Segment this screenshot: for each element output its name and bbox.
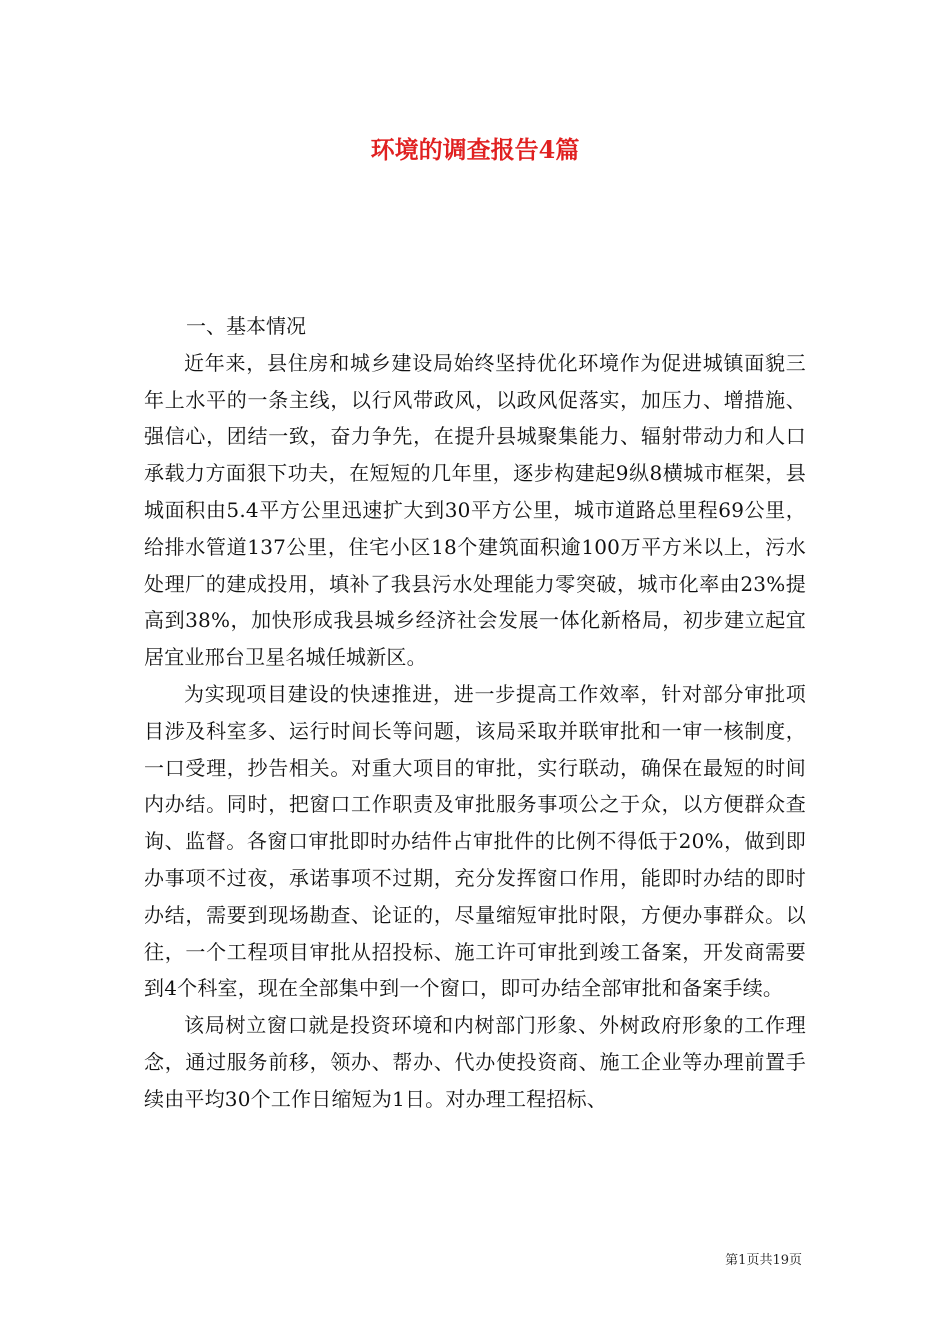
document-body xyxy=(144,308,806,1118)
paragraph-3: 该局树立窗口就是投资环境和内树部门形象、外树政府形象的工作理念，通过服务前移，领办、帮办、代办使投资商、施工企业等办理前置手续由平均30个工作日缩短为1日。对办理工程招标、 xyxy=(144,1013,806,1111)
paragraph-2: 为实现项目建设的快速推进，进一步提高工作效率，针对部分审批项目涉及科室多、运行时间长等问题，该局采取并联审批和一审一核制度，一口受理，抄告相关。对重大项目的审批，实行联动，确保在最短的时间内办结。同时，把窗口工作职责及审批服务事项公之于众，以方便群众查询、监督。各窗口审批即时办结件占审批件的比例不得低于20%，做到即办事项不过夜，承诺事项不过期，充分发挥窗口作用，能即时办结的即时办结，需要到现场勘查、论证的，尽量缩短审批时限，方便办事群众。以往，一个工程项目审批从招投标、施工许可审批到竣工备案，开发商需要到4个科室，现在全部集中到一个窗口，即可办结全部审批和备案手续。 xyxy=(144,681,806,1001)
document-title: 环境的调查报告4篇 xyxy=(370,135,580,164)
paragraph-1: 近年来，县住房和城乡建设局始终坚持优化环境作为促进城镇面貌三年上水平的一条主线，以行风带政风，以政风促落实，加压力、增措施、强信心，团结一致，奋力争先，在提升县城聚集能力、辐射带动力和人口承载力方面狠下功夫，在短短的几年里，逐步构建起9纵8横城市框架，县城面积由5.4平方公里迅速扩大到30平方公里，城市道路总里程69公里，给排水管道137公里，住宅小区18个建筑面积逾100万平方米以上，污水处理厂的建成投用，填补了我县污水处理能力零突破，城市化率由23%提高到38%，加快形成我县城乡经济社会发展一体化新格局，初步建立起宜居宜业邢台卫星名城任城新区。 xyxy=(144,350,806,670)
section-heading: 一、基本情况 xyxy=(186,314,306,338)
page-number-footer: 第1页共19页 xyxy=(725,1253,802,1268)
